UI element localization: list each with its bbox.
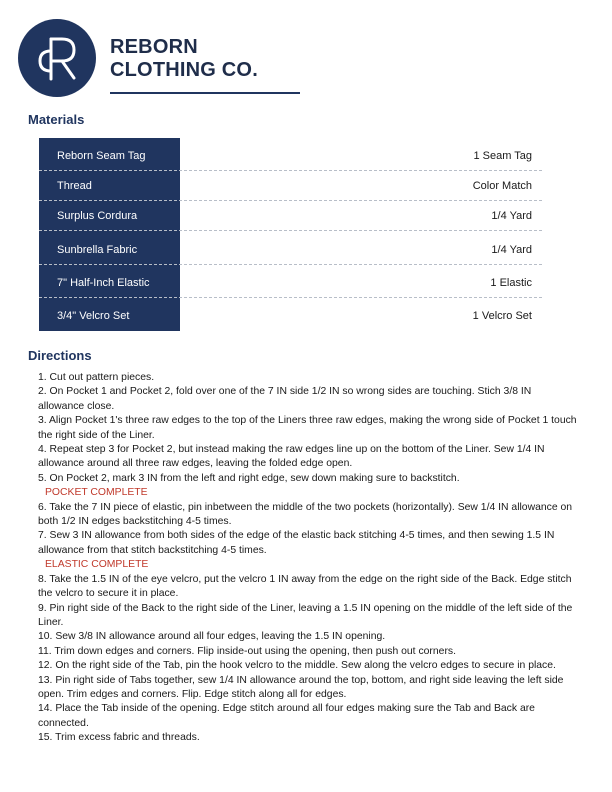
material-quantity: 1 Elastic	[490, 276, 532, 289]
material-name: Reborn Seam Tag	[57, 149, 146, 162]
material-row-velcro	[39, 301, 542, 331]
direction-step: 2. On Pocket 1 and Pocket 2, fold over one of the 7 IN side 1/2 IN so wrong sides are touching. Stich 3/8 IN allowance close.	[38, 386, 532, 412]
brand-divider	[110, 92, 300, 94]
milestone-pocket-complete: POCKET COMPLETE	[45, 487, 148, 499]
logo-r-monogram-icon	[18, 19, 96, 97]
direction-step: 14. Place the Tab inside of the opening. Edge stitch around all four edges making sure the Tab and Back are connected.	[38, 703, 535, 729]
direction-step: 5. On Pocket 2, mark 3 IN from the left and right edge, sew down making sure to backstitch.	[38, 472, 460, 484]
brand-name-line1: REBORN	[110, 36, 198, 58]
direction-step: 9. Pin right side of the Back to the right side of the Liner, leaving a 1.5 IN opening on the middle of the left side of the Liner.	[38, 602, 573, 628]
directions-list	[38, 371, 578, 746]
direction-step: 1. Cut out pattern pieces.	[38, 372, 155, 383]
direction-step: 4. Repeat step 3 for Pocket 2, but instead making the raw edges line up on the bottom of the Liner. Sew 1/4 IN allowance around all three raw edges, leaving the folded edge open.	[38, 444, 545, 470]
material-quantity: 1/4 Yard	[491, 209, 532, 222]
material-row-sunbrella	[39, 235, 542, 265]
direction-step: 10. Sew 3/8 IN allowance around all four edges, leaving the 1.5 IN opening.	[38, 631, 386, 643]
brand-name	[110, 36, 258, 82]
material-quantity: Color Match	[472, 179, 532, 192]
material-name: 7" Half-Inch Elastic	[57, 276, 150, 289]
milestone-elastic-complete: ELASTIC COMPLETE	[45, 559, 149, 571]
brand-name-line2: CLOTHING CO.	[110, 59, 258, 81]
material-name: Thread	[57, 179, 92, 192]
material-row-elastic	[39, 268, 542, 298]
material-row-cordura	[39, 201, 542, 231]
material-quantity: 1 Seam Tag	[473, 149, 532, 162]
direction-step: 15. Trim excess fabric and threads.	[38, 732, 200, 744]
direction-step: 7. Sew 3 IN allowance from both sides of the edge of the elastic back stitching 4-5 times, and then sewing 1.5 IN allowance from that stitch backstitching 4-5 times.	[38, 530, 555, 556]
direction-step: 3. Align Pocket 1's three raw edges to the top of the Liners three raw edges, making the wrong side of Pocket 1 touch the right side of the Liner.	[38, 415, 577, 441]
brand-logo	[18, 19, 96, 97]
direction-step: 8. Take the 1.5 IN of the eye velcro, put the velcro 1 IN away from the edge on the right side of the Back. Edge stitch the velcro to secure it in place.	[38, 573, 572, 600]
material-name: 3/4" Velcro Set	[57, 310, 130, 322]
direction-step: 11. Trim down edges and corners. Flip inside-out using the opening, then push out corners.	[38, 645, 456, 657]
direction-step: 13. Pin right side of Tabs together, sew 1/4 IN allowance around the top, bottom, and right side leaving the left side open. Trim edges and corners. Flip. Edge stitch along all for edges.	[38, 674, 564, 700]
material-name: Sunbrella Fabric	[57, 243, 138, 256]
direction-step: 6. Take the 7 IN piece of elastic, pin inbetween the middle of the two pockets (horizontally). Sew 1/4 IN allowance on both 1/2 IN edges backstitching 4-5 times.	[38, 501, 573, 528]
material-quantity: 1/4 Yard	[491, 243, 532, 256]
direction-step: 12. On the right side of the Tab, pin the hook velcro to the middle. Sew along the velcro edges to secure in place.	[38, 660, 556, 672]
material-name: Surplus Cordura	[57, 209, 138, 222]
material-row-seam-tag	[39, 141, 542, 171]
materials-heading: Materials	[28, 112, 85, 127]
material-quantity: 1 Velcro Set	[472, 310, 532, 322]
material-row-thread	[39, 171, 542, 201]
directions-heading: Directions	[28, 348, 92, 363]
